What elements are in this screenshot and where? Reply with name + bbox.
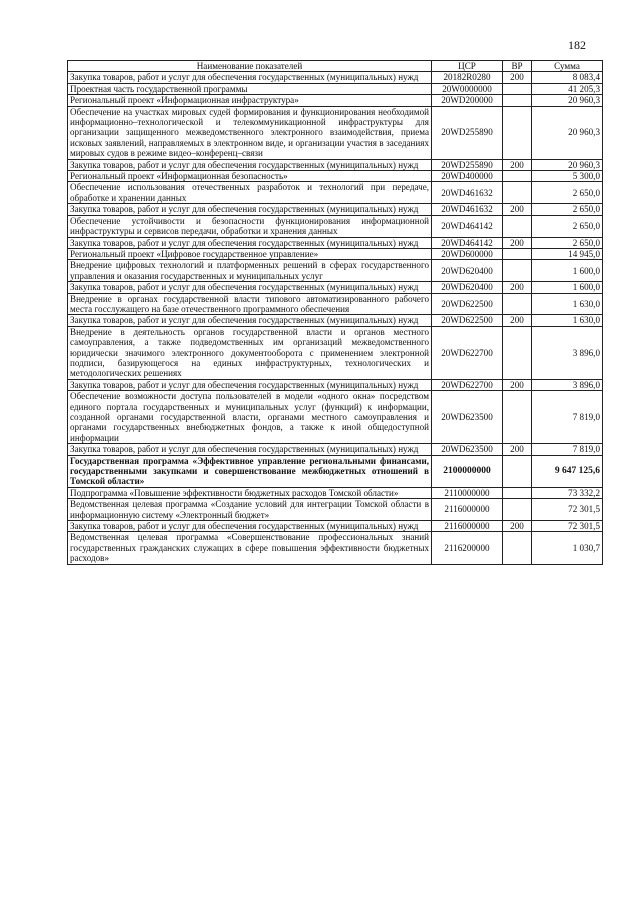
row-name: Закупка товаров, работ и услуг для обеспечения государственных (муниципальных) нужд	[68, 444, 432, 455]
row-csr: 20WD400000	[432, 171, 503, 182]
row-sum: 1 600,0	[532, 282, 603, 293]
page-number: 182	[568, 38, 586, 52]
row-sum: 7 819,0	[532, 391, 603, 444]
row-sum: 2 650,0	[532, 182, 603, 204]
row-name: Подпрограмма «Повышение эффективности бюджетных расходов Томской области»	[68, 487, 432, 498]
table-row	[68, 499, 603, 521]
row-csr: 20WD622500	[432, 293, 503, 315]
row-sum: 3 896,0	[532, 379, 603, 390]
row-vr	[503, 455, 532, 487]
row-csr: 20W0000000	[432, 83, 503, 94]
row-name: Закупка товаров, работ и услуг для обеспечения государственных (муниципальных) нужд	[68, 282, 432, 293]
row-csr: 20WD620400	[432, 282, 503, 293]
row-vr	[503, 326, 532, 379]
table-row	[68, 171, 603, 182]
row-sum: 72 301,5	[532, 499, 603, 521]
row-name: Внедрение цифровых технологий и платформенных решений в сферах государственного управления и оказания государственных и муниципальных услуг	[68, 260, 432, 282]
row-vr	[503, 293, 532, 315]
table-header-row	[68, 61, 603, 72]
row-sum: 20 960,3	[532, 159, 603, 170]
row-name: Обеспечение на участках мировых судей формирования и функционирования необходимой информационно–технологической и телекоммуникационной инфраструктуры для организации защищенного межведомственного электронного взаимодействия, приема исковых заявлений, направляемых в электронном виде, и организации участия в заседаниях мировых судов в режиме видео–конференц–связи	[68, 106, 432, 159]
row-csr: 2116000000	[432, 499, 503, 521]
row-vr	[503, 215, 532, 237]
row-name: Региональный проект «Информационная инфраструктура»	[68, 95, 432, 106]
header-sum: Сумма	[532, 61, 603, 72]
row-name: Проектная часть государственной программы	[68, 83, 432, 94]
table-body	[68, 72, 603, 564]
row-name: Обеспечение возможности доступа пользователей в модели «одного окна» посредством единого портала государственных и муниципальных услуг (функций) к информации, созданной органами государственной власти, органами местного самоуправления и органами государственных внебюджетных фондов, а также к иной общедоступной информации	[68, 391, 432, 444]
row-vr: 200	[503, 521, 532, 532]
row-csr: 20WD255890	[432, 106, 503, 159]
row-name: Закупка товаров, работ и услуг для обеспечения государственных (муниципальных) нужд	[68, 159, 432, 170]
table-row	[68, 248, 603, 259]
row-name: Региональный проект «Информационная безопасность»	[68, 171, 432, 182]
row-name: Обеспечение устойчивости и безопасности функционирования информационной инфраструктуры и сервисов передачи, обработки и хранения данных	[68, 215, 432, 237]
table-row	[68, 204, 603, 215]
row-csr: 2100000000	[432, 455, 503, 487]
table-row	[68, 455, 603, 487]
row-sum: 1 030,7	[532, 532, 603, 564]
row-vr	[503, 532, 532, 564]
row-sum: 41 205,3	[532, 83, 603, 94]
row-csr: 20WD461632	[432, 182, 503, 204]
row-sum: 20 960,3	[532, 95, 603, 106]
row-csr: 20WD622500	[432, 315, 503, 326]
row-vr	[503, 95, 532, 106]
table-row	[68, 487, 603, 498]
row-sum: 3 896,0	[532, 326, 603, 379]
row-sum: 9 647 125,6	[532, 455, 603, 487]
row-csr: 20WD255890	[432, 159, 503, 170]
row-sum: 2 650,0	[532, 215, 603, 237]
row-csr: 20WD600000	[432, 248, 503, 259]
header-name: Наименование показателей	[68, 61, 432, 72]
row-sum: 1 630,0	[532, 293, 603, 315]
table-row	[68, 237, 603, 248]
table-row	[68, 293, 603, 315]
row-csr: 20WD623500	[432, 391, 503, 444]
row-vr	[503, 106, 532, 159]
row-csr: 20WD464142	[432, 215, 503, 237]
table-row	[68, 379, 603, 390]
row-vr: 200	[503, 72, 532, 83]
row-vr	[503, 83, 532, 94]
row-vr: 200	[503, 204, 532, 215]
row-name: Региональный проект «Цифровое государственное управление»	[68, 248, 432, 259]
row-sum: 73 332,2	[532, 487, 603, 498]
row-vr: 200	[503, 159, 532, 170]
header-csr: ЦСР	[432, 61, 503, 72]
row-sum: 1 600,0	[532, 260, 603, 282]
row-name: Закупка товаров, работ и услуг для обеспечения государственных (муниципальных) нужд	[68, 204, 432, 215]
table-row	[68, 521, 603, 532]
row-sum: 5 300,0	[532, 171, 603, 182]
row-csr: 20WD620400	[432, 260, 503, 282]
row-sum: 14 945,0	[532, 248, 603, 259]
row-csr: 20182R0280	[432, 72, 503, 83]
row-csr: 2116200000	[432, 532, 503, 564]
row-vr	[503, 499, 532, 521]
row-sum: 7 819,0	[532, 444, 603, 455]
row-csr: 2116000000	[432, 521, 503, 532]
row-name: Ведомственная целевая программа «Создание условий для интеграции Томской области в информационную систему «Электронный бюджет»	[68, 499, 432, 521]
table-row	[68, 159, 603, 170]
row-csr: 2110000000	[432, 487, 503, 498]
row-csr: 20WD622700	[432, 379, 503, 390]
row-sum: 8 083,4	[532, 72, 603, 83]
row-sum: 1 630,0	[532, 315, 603, 326]
table-row	[68, 282, 603, 293]
row-csr: 20WD461632	[432, 204, 503, 215]
row-sum: 2 650,0	[532, 204, 603, 215]
row-vr: 200	[503, 282, 532, 293]
row-name: Закупка товаров, работ и услуг для обеспечения государственных (муниципальных) нужд	[68, 315, 432, 326]
row-name: Внедрение в деятельность органов государственной власти и органов местного самоуправления, а также подведомственных им организаций межведомственного юридически значимого электронного документооборота с применением электронной подписи, базирующегося на единых инфраструктурных, технологических и методологических решениях	[68, 326, 432, 379]
table-row	[68, 391, 603, 444]
table-row	[68, 106, 603, 159]
table-row	[68, 532, 603, 564]
table-row	[68, 182, 603, 204]
table-row	[68, 326, 603, 379]
row-name: Закупка товаров, работ и услуг для обеспечения государственных (муниципальных) нужд	[68, 237, 432, 248]
row-csr: 20WD623500	[432, 444, 503, 455]
row-vr	[503, 248, 532, 259]
row-name: Закупка товаров, работ и услуг для обеспечения государственных (муниципальных) нужд	[68, 521, 432, 532]
row-name: Государственная программа «Эффективное управление региональными финансами, государственными закупками и совершенствование межбюджетных отношений в Томской области»	[68, 455, 432, 487]
row-csr: 20WD464142	[432, 237, 503, 248]
table-row	[68, 72, 603, 83]
row-vr	[503, 182, 532, 204]
table-row	[68, 83, 603, 94]
row-vr	[503, 171, 532, 182]
budget-table	[67, 60, 603, 565]
row-vr	[503, 487, 532, 498]
table-row	[68, 95, 603, 106]
row-vr: 200	[503, 444, 532, 455]
header-vr: ВР	[503, 61, 532, 72]
row-name: Ведомственная целевая программа «Совершенствование профессиональных знаний государственных гражданских служащих в сфере повышения эффективности бюджетных расходов»	[68, 532, 432, 564]
row-name: Внедрение в органах государственной власти типового автоматизированного рабочего места госслужащего на базе отечественного программного обеспечения	[68, 293, 432, 315]
table-row	[68, 315, 603, 326]
row-vr: 200	[503, 237, 532, 248]
row-vr: 200	[503, 379, 532, 390]
table-row	[68, 215, 603, 237]
row-name: Закупка товаров, работ и услуг для обеспечения государственных (муниципальных) нужд	[68, 379, 432, 390]
table-row	[68, 444, 603, 455]
row-csr: 20WD622700	[432, 326, 503, 379]
row-vr: 200	[503, 315, 532, 326]
table-row	[68, 260, 603, 282]
row-name: Обеспечение использования отечественных разработок и технологий при передаче, обработке и хранении данных	[68, 182, 432, 204]
row-vr	[503, 260, 532, 282]
row-sum: 20 960,3	[532, 106, 603, 159]
row-name: Закупка товаров, работ и услуг для обеспечения государственных (муниципальных) нужд	[68, 72, 432, 83]
row-sum: 2 650,0	[532, 237, 603, 248]
row-sum: 72 301,5	[532, 521, 603, 532]
row-csr: 20WD200000	[432, 95, 503, 106]
row-vr	[503, 391, 532, 444]
